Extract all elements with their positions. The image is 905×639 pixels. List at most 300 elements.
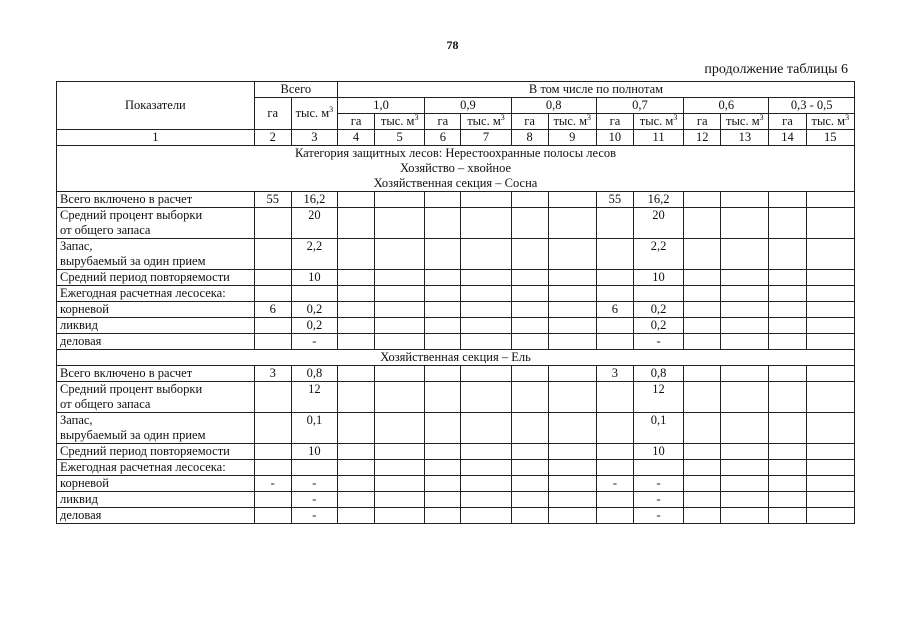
table-cell (375, 318, 425, 334)
table-cell (806, 476, 854, 492)
row-label-line: Средний период повторяемости (60, 270, 230, 284)
category-title (57, 146, 855, 192)
table-cell: 0,8 (291, 366, 337, 382)
table-cell: 3 (596, 366, 633, 382)
table-cell (721, 239, 769, 270)
table-cell (721, 460, 769, 476)
table-cell (511, 444, 548, 460)
table-cell (684, 302, 721, 318)
unit-cubic-sup: 3 (759, 113, 764, 122)
table-cell (684, 334, 721, 350)
total-volume-header: тыс. $м^3$ (291, 98, 337, 130)
row-label (57, 444, 255, 460)
table-cell: 2,2 (291, 239, 337, 270)
table-row (57, 286, 855, 302)
table-cell: 6 (254, 302, 291, 318)
table-cell: - (633, 476, 683, 492)
table-cell (548, 413, 596, 444)
table-cell (596, 444, 633, 460)
table-cell (254, 444, 291, 460)
table-cell: 0,2 (291, 302, 337, 318)
table-cell: 55 (596, 192, 633, 208)
table-cell: 0,8 (633, 366, 683, 382)
table-row (57, 413, 855, 444)
row-label (57, 508, 255, 524)
table-cell (461, 508, 511, 524)
table-cell (684, 318, 721, 334)
indicators-header: Показатели (57, 82, 255, 130)
table-cell (684, 413, 721, 444)
table-cell (511, 492, 548, 508)
section-title: Хозяйственная секция – Сосна (373, 176, 538, 190)
table-cell: 3 (254, 366, 291, 382)
table-cell (375, 208, 425, 239)
column-number: 8 (511, 130, 548, 146)
table-cell (425, 239, 461, 270)
table-cell (548, 476, 596, 492)
row-label-line: Всего включено в расчет (60, 366, 193, 380)
total-ha-header: га (254, 98, 291, 130)
section-title: Хозяйственная секция – Ель (57, 350, 855, 366)
table-cell (806, 270, 854, 286)
table-cell (337, 286, 374, 302)
table-cell: 10 (633, 444, 683, 460)
density-header: В том числе по полнотам (337, 82, 854, 98)
unit-volume-header (375, 114, 425, 130)
table-cell (337, 460, 374, 476)
table-cell (806, 366, 854, 382)
table-cell (511, 192, 548, 208)
table-cell (337, 444, 374, 460)
table-cell: 20 (291, 208, 337, 239)
table-cell (461, 413, 511, 444)
table-cell: 10 (291, 444, 337, 460)
table-cell: 10 (291, 270, 337, 286)
table-body (57, 82, 855, 524)
table-cell (461, 334, 511, 350)
row-label (57, 318, 255, 334)
table-cell (721, 208, 769, 239)
table-cell (461, 239, 511, 270)
column-number: 14 (769, 130, 806, 146)
table-cell (548, 334, 596, 350)
table-cell (548, 208, 596, 239)
table-row (57, 460, 855, 476)
table-cell (769, 192, 806, 208)
table-cell: - (291, 476, 337, 492)
table-cell (511, 334, 548, 350)
density-group-4: 0,7 (596, 98, 683, 114)
table-cell (548, 382, 596, 413)
table-cell (375, 334, 425, 350)
table-cell (806, 239, 854, 270)
table-cell: 20 (633, 208, 683, 239)
category-row (57, 146, 855, 192)
table-cell (337, 366, 374, 382)
unit-cubic-sup: 3 (673, 113, 678, 122)
table-row (57, 476, 855, 492)
table-cell (721, 302, 769, 318)
row-label-line: вырубаемый за один прием (60, 254, 206, 268)
table-cell (721, 366, 769, 382)
table-cell (375, 192, 425, 208)
unit-ha-header: га (684, 114, 721, 130)
table-row (57, 270, 855, 286)
table-cell (291, 460, 337, 476)
table-cell (633, 286, 683, 302)
table-cell (806, 334, 854, 350)
unit-ha-header: га (596, 114, 633, 130)
table-cell (511, 270, 548, 286)
table-cell (337, 492, 374, 508)
unit-volume-text: тыс. м (639, 114, 674, 128)
table-cell (769, 302, 806, 318)
unit-cubic-sup: 3 (587, 113, 592, 122)
table-cell (806, 382, 854, 413)
row-label (57, 192, 255, 208)
table-cell (375, 476, 425, 492)
table-cell: - (291, 334, 337, 350)
table-cell: - (633, 508, 683, 524)
table-cell: - (633, 492, 683, 508)
table-cell (806, 192, 854, 208)
table-cell: 16,2 (633, 192, 683, 208)
row-label (57, 239, 255, 270)
table-row (57, 208, 855, 239)
table-cell (596, 492, 633, 508)
table-cell (337, 239, 374, 270)
table-cell (769, 508, 806, 524)
column-number: 6 (425, 130, 461, 146)
table-cell (596, 239, 633, 270)
unit-ha-header: га (425, 114, 461, 130)
table-cell (425, 270, 461, 286)
row-label-line: Средний процент выборки (60, 208, 203, 222)
table-cell (684, 366, 721, 382)
table-cell (425, 334, 461, 350)
table-cell (425, 476, 461, 492)
table-cell (254, 239, 291, 270)
column-number: 2 (254, 130, 291, 146)
table-cell: 12 (633, 382, 683, 413)
table-cell (684, 239, 721, 270)
table-cell (769, 208, 806, 239)
unit-ha-header: га (769, 114, 806, 130)
unit-volume-text: тыс. м (467, 114, 501, 128)
table-cell (596, 318, 633, 334)
table-cell: - (291, 492, 337, 508)
table-cell: 12 (291, 382, 337, 413)
column-number: 10 (596, 130, 633, 146)
continuation-note: продолжение таблицы 6 (704, 62, 848, 77)
table-row (57, 444, 855, 460)
table-cell (769, 444, 806, 460)
table-cell (548, 286, 596, 302)
table-cell (461, 302, 511, 318)
table-cell (375, 444, 425, 460)
unit-cubic-sup: 3 (414, 113, 419, 122)
table-cell (721, 382, 769, 413)
table-cell (548, 318, 596, 334)
table-cell (254, 270, 291, 286)
density-group-3: 0,8 (511, 98, 596, 114)
table-cell (684, 270, 721, 286)
table-cell (425, 413, 461, 444)
table-cell (721, 476, 769, 492)
table-cell (721, 334, 769, 350)
table-cell (461, 444, 511, 460)
table-cell (596, 334, 633, 350)
header-row-1 (57, 82, 855, 98)
table-cell (254, 460, 291, 476)
table-cell (375, 239, 425, 270)
unit-volume-header (721, 114, 769, 130)
table-cell (596, 460, 633, 476)
row-label (57, 460, 255, 476)
table-cell (337, 318, 374, 334)
table-cell (511, 286, 548, 302)
table-cell (375, 302, 425, 318)
table-cell (596, 382, 633, 413)
table-cell (375, 460, 425, 476)
row-label (57, 366, 255, 382)
row-label-line: ликвид (60, 492, 98, 506)
column-number: 11 (633, 130, 683, 146)
unit-volume-text: тыс. м (380, 114, 415, 128)
table-cell: 10 (633, 270, 683, 286)
column-number: 7 (461, 130, 511, 146)
row-label (57, 270, 255, 286)
row-label-line: от общего запаса (60, 223, 151, 237)
table-row (57, 192, 855, 208)
table-cell (461, 318, 511, 334)
table-cell (596, 270, 633, 286)
column-number: 13 (721, 130, 769, 146)
table-cell (806, 286, 854, 302)
row-label-line: ликвид (60, 318, 98, 332)
table-cell (461, 476, 511, 492)
table-cell (337, 192, 374, 208)
row-label-line: Ежегодная расчетная лесосека: (60, 460, 226, 474)
column-number: 3 (291, 130, 337, 146)
table-cell (769, 318, 806, 334)
table-cell (425, 366, 461, 382)
table-cell (461, 460, 511, 476)
category-title-text: Категория защитных лесов: Нерестоохранные полосы лесов (294, 146, 617, 160)
forest-cutting-table (56, 81, 855, 524)
table-cell (806, 302, 854, 318)
unit-volume-header (806, 114, 854, 130)
row-label-line: от общего запаса (60, 397, 151, 411)
row-label-line: вырубаемый за один прием (60, 428, 206, 442)
table-cell (254, 382, 291, 413)
table-cell (684, 444, 721, 460)
table-cell (254, 286, 291, 302)
table-cell (684, 208, 721, 239)
row-label-line: Средний процент выборки (60, 382, 203, 396)
table-cell (461, 192, 511, 208)
table-cell (806, 208, 854, 239)
table-cell (254, 508, 291, 524)
table-cell (337, 302, 374, 318)
table-cell (375, 286, 425, 302)
table-cell (633, 460, 683, 476)
table-cell (806, 460, 854, 476)
table-cell (684, 460, 721, 476)
row-label (57, 382, 255, 413)
row-label (57, 334, 255, 350)
table-cell (375, 270, 425, 286)
table-cell (769, 476, 806, 492)
table-cell: 0,2 (291, 318, 337, 334)
table-cell: - (633, 334, 683, 350)
row-label-line: Средний период повторяемости (60, 444, 230, 458)
table-cell (337, 508, 374, 524)
table-cell (425, 286, 461, 302)
table-cell (511, 508, 548, 524)
table-cell (806, 444, 854, 460)
table-cell (548, 508, 596, 524)
row-label (57, 286, 255, 302)
table-cell (769, 334, 806, 350)
table-cell (291, 286, 337, 302)
table-cell (721, 318, 769, 334)
table-cell (511, 476, 548, 492)
table-cell (461, 286, 511, 302)
row-label-line: Запас, (60, 239, 93, 253)
density-group-5: 0,6 (684, 98, 769, 114)
table-cell (425, 208, 461, 239)
table-cell (511, 239, 548, 270)
table-cell (769, 492, 806, 508)
table-cell (721, 444, 769, 460)
table-cell (425, 508, 461, 524)
table-cell (548, 302, 596, 318)
table-cell (684, 192, 721, 208)
column-numbers-row (57, 130, 855, 146)
table-cell (254, 334, 291, 350)
total-header: Всего (254, 82, 337, 98)
column-number: 15 (806, 130, 854, 146)
page-number: 78 (446, 38, 459, 52)
table-cell (375, 492, 425, 508)
table-cell (721, 413, 769, 444)
table-cell (425, 492, 461, 508)
column-number: 4 (337, 130, 374, 146)
table-cell (548, 192, 596, 208)
density-group-2: 0,9 (425, 98, 511, 114)
column-number: 5 (375, 130, 425, 146)
table-cell (511, 302, 548, 318)
unit-volume-header (548, 114, 596, 130)
table-cell (769, 270, 806, 286)
table-cell (684, 476, 721, 492)
row-label-line: деловая (60, 334, 102, 348)
table-cell (425, 444, 461, 460)
table-cell (337, 208, 374, 239)
table-cell: 55 (254, 192, 291, 208)
table-cell (548, 239, 596, 270)
row-label-line: деловая (60, 508, 102, 522)
table-cell (684, 492, 721, 508)
table-cell: 16,2 (291, 192, 337, 208)
table-cell (337, 382, 374, 413)
table-cell: 0,1 (291, 413, 337, 444)
column-number: 12 (684, 130, 721, 146)
table-cell (425, 460, 461, 476)
unit-volume-text: тыс. м (811, 114, 846, 128)
table-cell (511, 460, 548, 476)
table-cell (806, 492, 854, 508)
table-cell (769, 460, 806, 476)
row-label (57, 302, 255, 318)
table-cell (337, 270, 374, 286)
table-cell (375, 382, 425, 413)
table-cell (548, 460, 596, 476)
unit-ha-header: га (337, 114, 374, 130)
table-cell (684, 382, 721, 413)
table-cell: - (291, 508, 337, 524)
table-cell (596, 413, 633, 444)
unit-cubic-sup: 3 (500, 113, 505, 122)
table-cell (461, 366, 511, 382)
table-cell (769, 382, 806, 413)
table-cell (769, 413, 806, 444)
table-cell (461, 208, 511, 239)
table-cell (337, 413, 374, 444)
unit-ha-header: га (511, 114, 548, 130)
column-number: 1 (57, 130, 255, 146)
table-cell (548, 492, 596, 508)
table-cell (721, 492, 769, 508)
row-label-line: Ежегодная расчетная лесосека: (60, 286, 226, 300)
farm-title: Хозяйство – хвойное (399, 161, 512, 175)
table-cell: 0,2 (633, 302, 683, 318)
table-row (57, 239, 855, 270)
table-cell (254, 208, 291, 239)
table-cell (684, 286, 721, 302)
table-cell (461, 270, 511, 286)
table-row (57, 366, 855, 382)
table-cell (684, 508, 721, 524)
table-cell (425, 382, 461, 413)
table-cell (375, 508, 425, 524)
table-cell (769, 239, 806, 270)
table-cell (769, 366, 806, 382)
table-cell (425, 318, 461, 334)
table-cell (721, 508, 769, 524)
table-cell (721, 286, 769, 302)
table-cell (721, 192, 769, 208)
table-row (57, 318, 855, 334)
table-cell (596, 208, 633, 239)
row-label-line: корневой (60, 302, 109, 316)
table-cell (769, 286, 806, 302)
table-cell (806, 318, 854, 334)
table-cell: 0,1 (633, 413, 683, 444)
table-cell (548, 366, 596, 382)
row-label-line: корневой (60, 476, 109, 490)
density-group-6: 0,3 - 0,5 (769, 98, 855, 114)
table-cell (511, 382, 548, 413)
table-cell (511, 208, 548, 239)
table-cell: - (596, 476, 633, 492)
table-cell: 0,2 (633, 318, 683, 334)
table-cell (721, 270, 769, 286)
row-label (57, 492, 255, 508)
table-cell: 6 (596, 302, 633, 318)
table-cell (375, 366, 425, 382)
